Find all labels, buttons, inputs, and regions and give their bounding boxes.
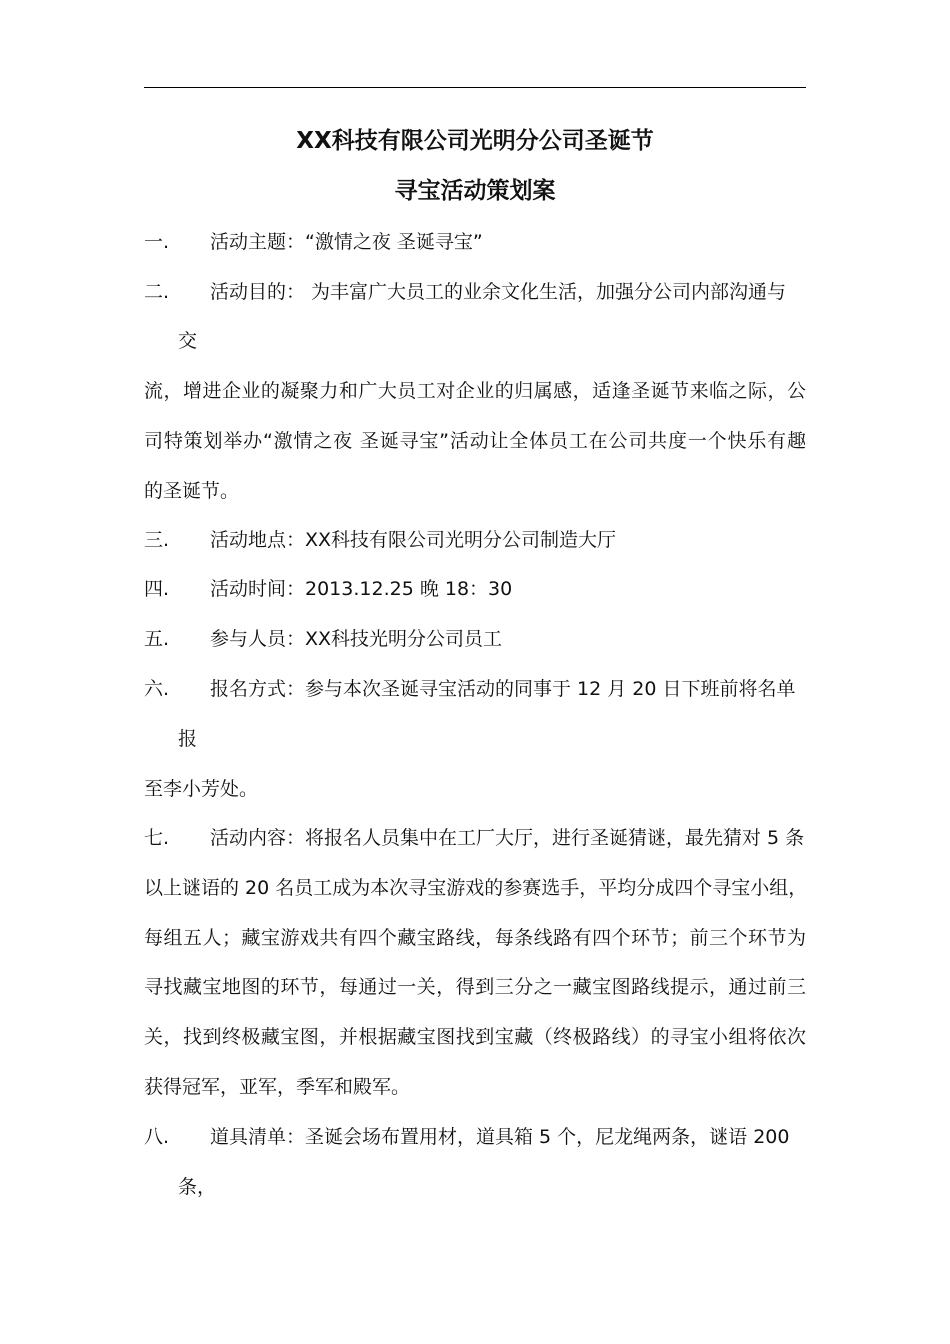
item-text: 活动时间：2013.12.25 晚 18：30	[210, 578, 513, 600]
item-number: 六.	[144, 678, 170, 700]
paragraph-line	[144, 776, 806, 802]
item-text: 活动内容：将报名人员集中在工厂大厅，进行圣诞猜谜，最先猜对 5 条	[210, 827, 805, 849]
paragraph-text: 获得冠军，亚军，季军和殿军。	[144, 1076, 411, 1098]
paragraph-line	[144, 478, 806, 504]
paragraph-text: 关，找到终极藏宝图，并根据藏宝图找到宝藏（终极路线）的寻宝小组将依次	[144, 1026, 806, 1048]
item-number: 八.	[144, 1126, 170, 1148]
paragraph-text: 至李小芳处。	[144, 778, 259, 800]
item-text: 参与人员：XX科技光明分公司员工	[210, 628, 503, 650]
paragraph-text: 以上谜语的 20 名员工成为本次寻宝游戏的参赛选手，平均分成四个寻宝小组，	[144, 877, 808, 899]
paragraph-line	[144, 1074, 806, 1100]
item-text: 报名方式：参与本次圣诞寻宝活动的同事于 12 月 20 日下班前将名单	[210, 678, 796, 700]
paragraph-text: 司特策划举办“激情之夜 圣诞寻宝”活动让全体员工在公司共度一个快乐有趣	[144, 430, 806, 452]
continuation-text: 交	[178, 330, 198, 352]
item-text: 道具清单：圣诞会场布置用材，道具箱 5 个，尼龙绳两条，谜语 200	[210, 1126, 790, 1148]
continuation-text: 条，	[178, 1176, 217, 1198]
paragraph-text: 流，增进企业的凝聚力和广大员工对企业的归属感，适逢圣诞节来临之际，公	[144, 380, 806, 402]
item-number: 二.	[144, 281, 170, 303]
document-title-line2: 寻宝活动策划案	[394, 178, 556, 204]
continuation-text: 报	[178, 728, 198, 750]
paragraph-text: 每组五人；藏宝游戏共有四个藏宝路线，每条线路有四个环节；前三个环节为	[144, 927, 806, 949]
item-number: 七.	[144, 827, 170, 849]
item-text: 活动地点：XX科技有限公司光明分公司制造大厅	[210, 529, 617, 551]
item-number: 四.	[144, 578, 170, 600]
item-number: 五.	[144, 628, 170, 650]
item-number: 三.	[144, 529, 170, 551]
item-text: 活动主题：“激情之夜 圣诞寻宝”	[210, 231, 483, 253]
document-title-line1: XX科技有限公司光明分公司圣诞节	[296, 128, 654, 154]
paragraph-text: 的圣诞节。	[144, 480, 240, 502]
paragraph-text: 寻找藏宝地图的环节，每通过一关，得到三分之一藏宝图路线提示，通过前三	[144, 976, 806, 998]
item-number: 一.	[144, 231, 170, 253]
header-rule	[144, 87, 806, 88]
item-text: 活动目的： 为丰富广大员工的业余文化生活，加强分公司内部沟通与	[210, 281, 787, 303]
